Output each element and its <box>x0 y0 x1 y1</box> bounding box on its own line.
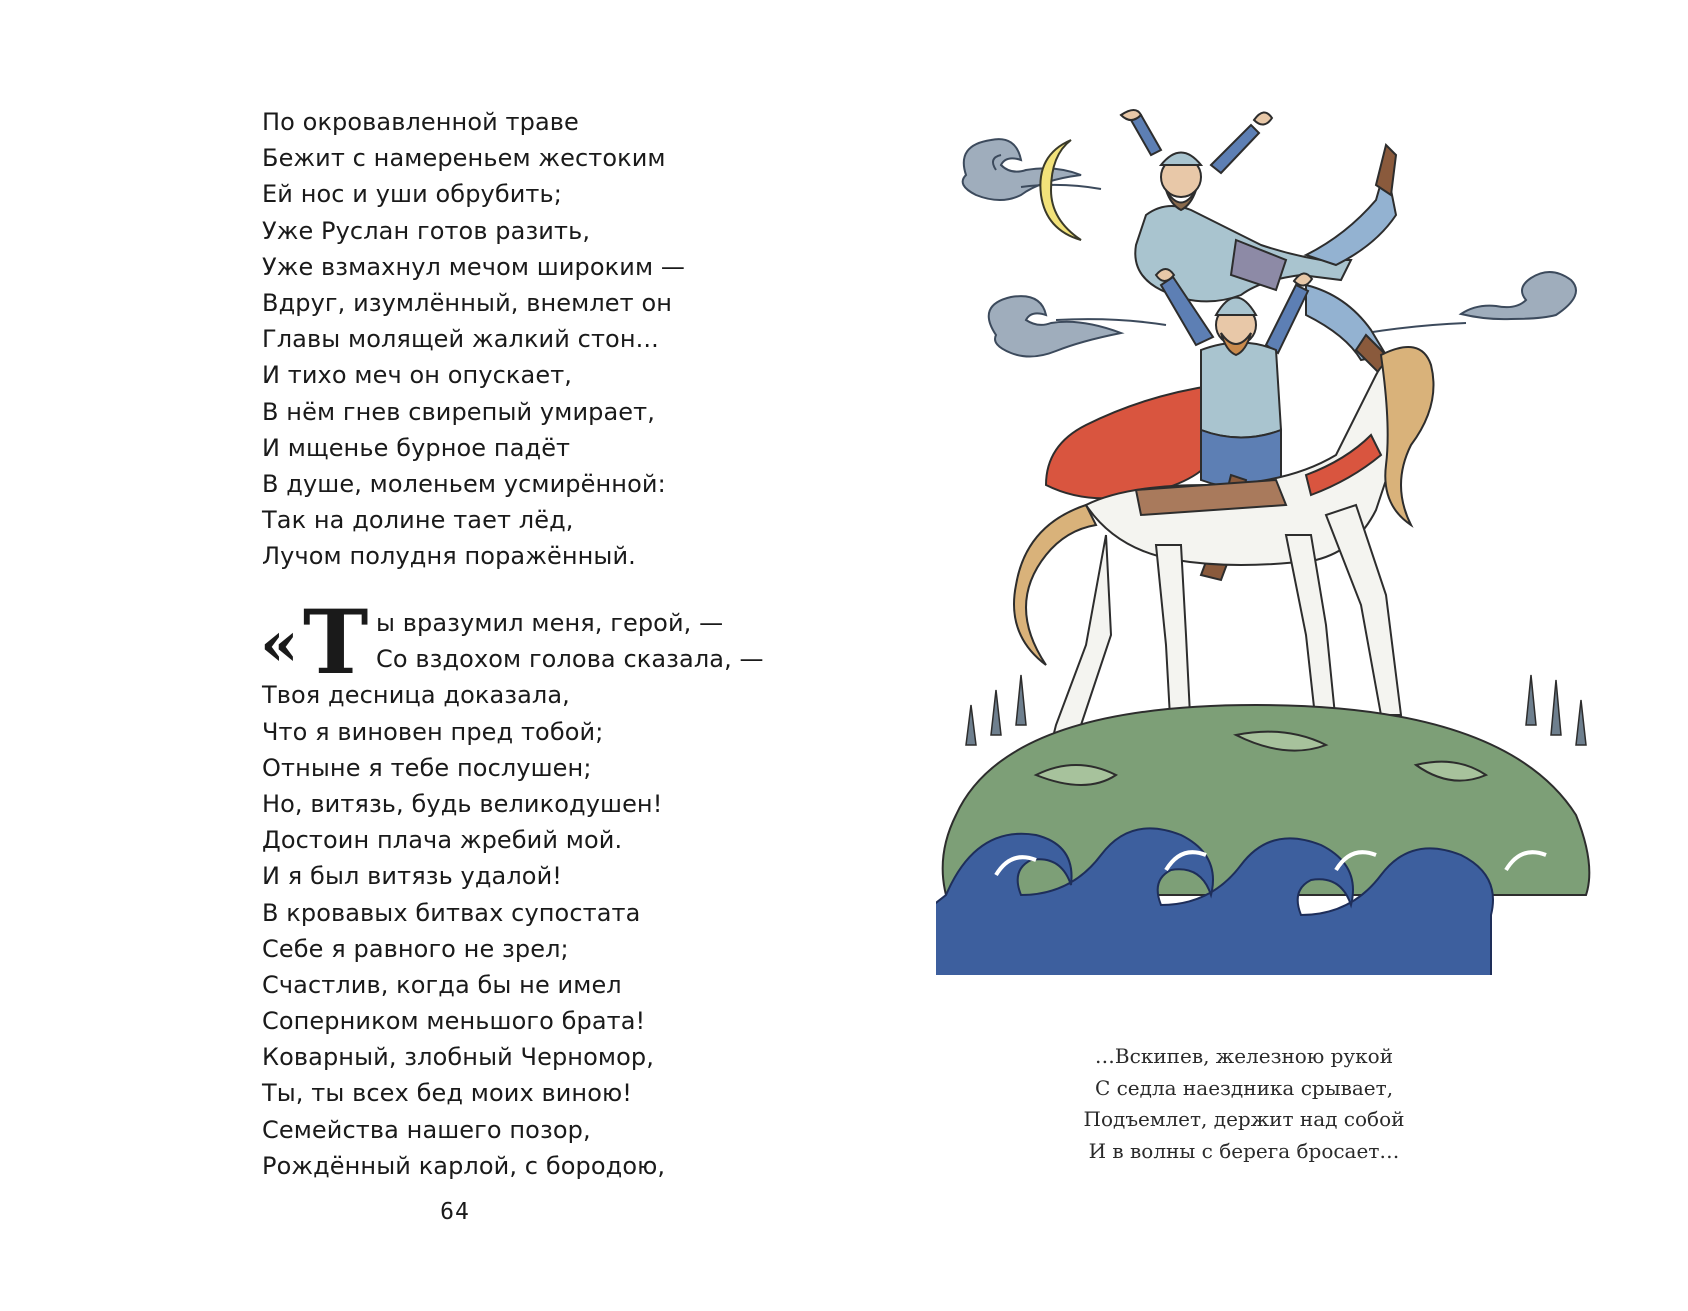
caption-line: Подъемлет, держит над собой <box>1083 1107 1405 1131</box>
moon-icon <box>1040 140 1081 240</box>
caption-line: С седла наездника срывает, <box>1094 1075 1394 1100</box>
verse-line: Счастлив, когда бы не имел <box>262 970 622 999</box>
verse-line: И тихо меч он опускает, <box>262 361 573 390</box>
flying-knight <box>1121 110 1396 375</box>
verse-line: Со вздохом голова сказала, — <box>376 645 764 674</box>
dropcap-line-2 <box>262 641 764 677</box>
drop-cap-letter: Т <box>302 590 369 694</box>
cloud-icon <box>1366 272 1576 333</box>
verse-line: Коварный, злобный Черномор, <box>262 1043 654 1072</box>
verse-line: Лучом полудня поражённый. <box>262 542 636 571</box>
stanza-two <box>260 590 764 1184</box>
drop-cap-quote: « <box>260 607 299 680</box>
verse-line: Уже взмахнул мечом широким — <box>262 252 685 281</box>
verse-line: Уже Руслан готов разить, <box>262 216 591 245</box>
verse-line: Так на долине тает лёд, <box>262 506 574 535</box>
stanza-one <box>262 104 685 574</box>
caption-line: …Вскипев, железною рукой <box>1094 1044 1394 1068</box>
verse-line: И мщенье бурное падёт <box>262 433 571 462</box>
verse-line: Соперником меньшого брата! <box>262 1007 646 1036</box>
verse-line: Рождённый карлой, с бородою, <box>262 1151 666 1180</box>
verse-line: Отныне я тебе послушен; <box>262 753 592 782</box>
verse-line: Ей нос и уши обрубить; <box>262 180 562 209</box>
verse-line: Главы молящей жалкий стон... <box>262 325 659 354</box>
verse-line: В нём гнев свирепый умирает, <box>262 397 655 426</box>
verse-line: Семейства нашего позор, <box>262 1115 591 1144</box>
right-page <box>844 0 1688 1311</box>
cloud-icon <box>963 139 1101 200</box>
verse-line: По окровавленной траве <box>262 108 579 136</box>
verse-line: Себе я равного не зрел; <box>262 934 569 963</box>
verse-line: Но, витязь, будь великодушен! <box>262 789 663 818</box>
illustration-ruslan-and-head <box>936 95 1616 975</box>
verse-line: ы вразумил меня, герой, — <box>376 609 724 637</box>
caption-line: И в волны с берега бросает… <box>1088 1138 1400 1163</box>
verse-line: В кровавых битвах супостата <box>262 898 641 927</box>
cloud-icon <box>989 296 1166 356</box>
page-number: 64 <box>440 1199 470 1225</box>
verse-line: Достоин плача жребий мой. <box>262 826 623 855</box>
verse-line: Что я виновен пред тобой; <box>262 717 604 746</box>
verse-line: Бежит с намереньем жестоким <box>262 144 666 173</box>
verse-line: Вдруг, изумлённый, внемлет он <box>262 288 673 317</box>
verse-line: И я был витязь удалой! <box>262 862 563 891</box>
illustration-caption <box>1024 1041 1464 1167</box>
verse-line: В душе, моленьем усмирённой: <box>262 469 666 498</box>
verse-line: Твоя десница доказала, <box>262 681 570 710</box>
verse-line: Ты, ты всех бед моих виною! <box>262 1079 633 1108</box>
